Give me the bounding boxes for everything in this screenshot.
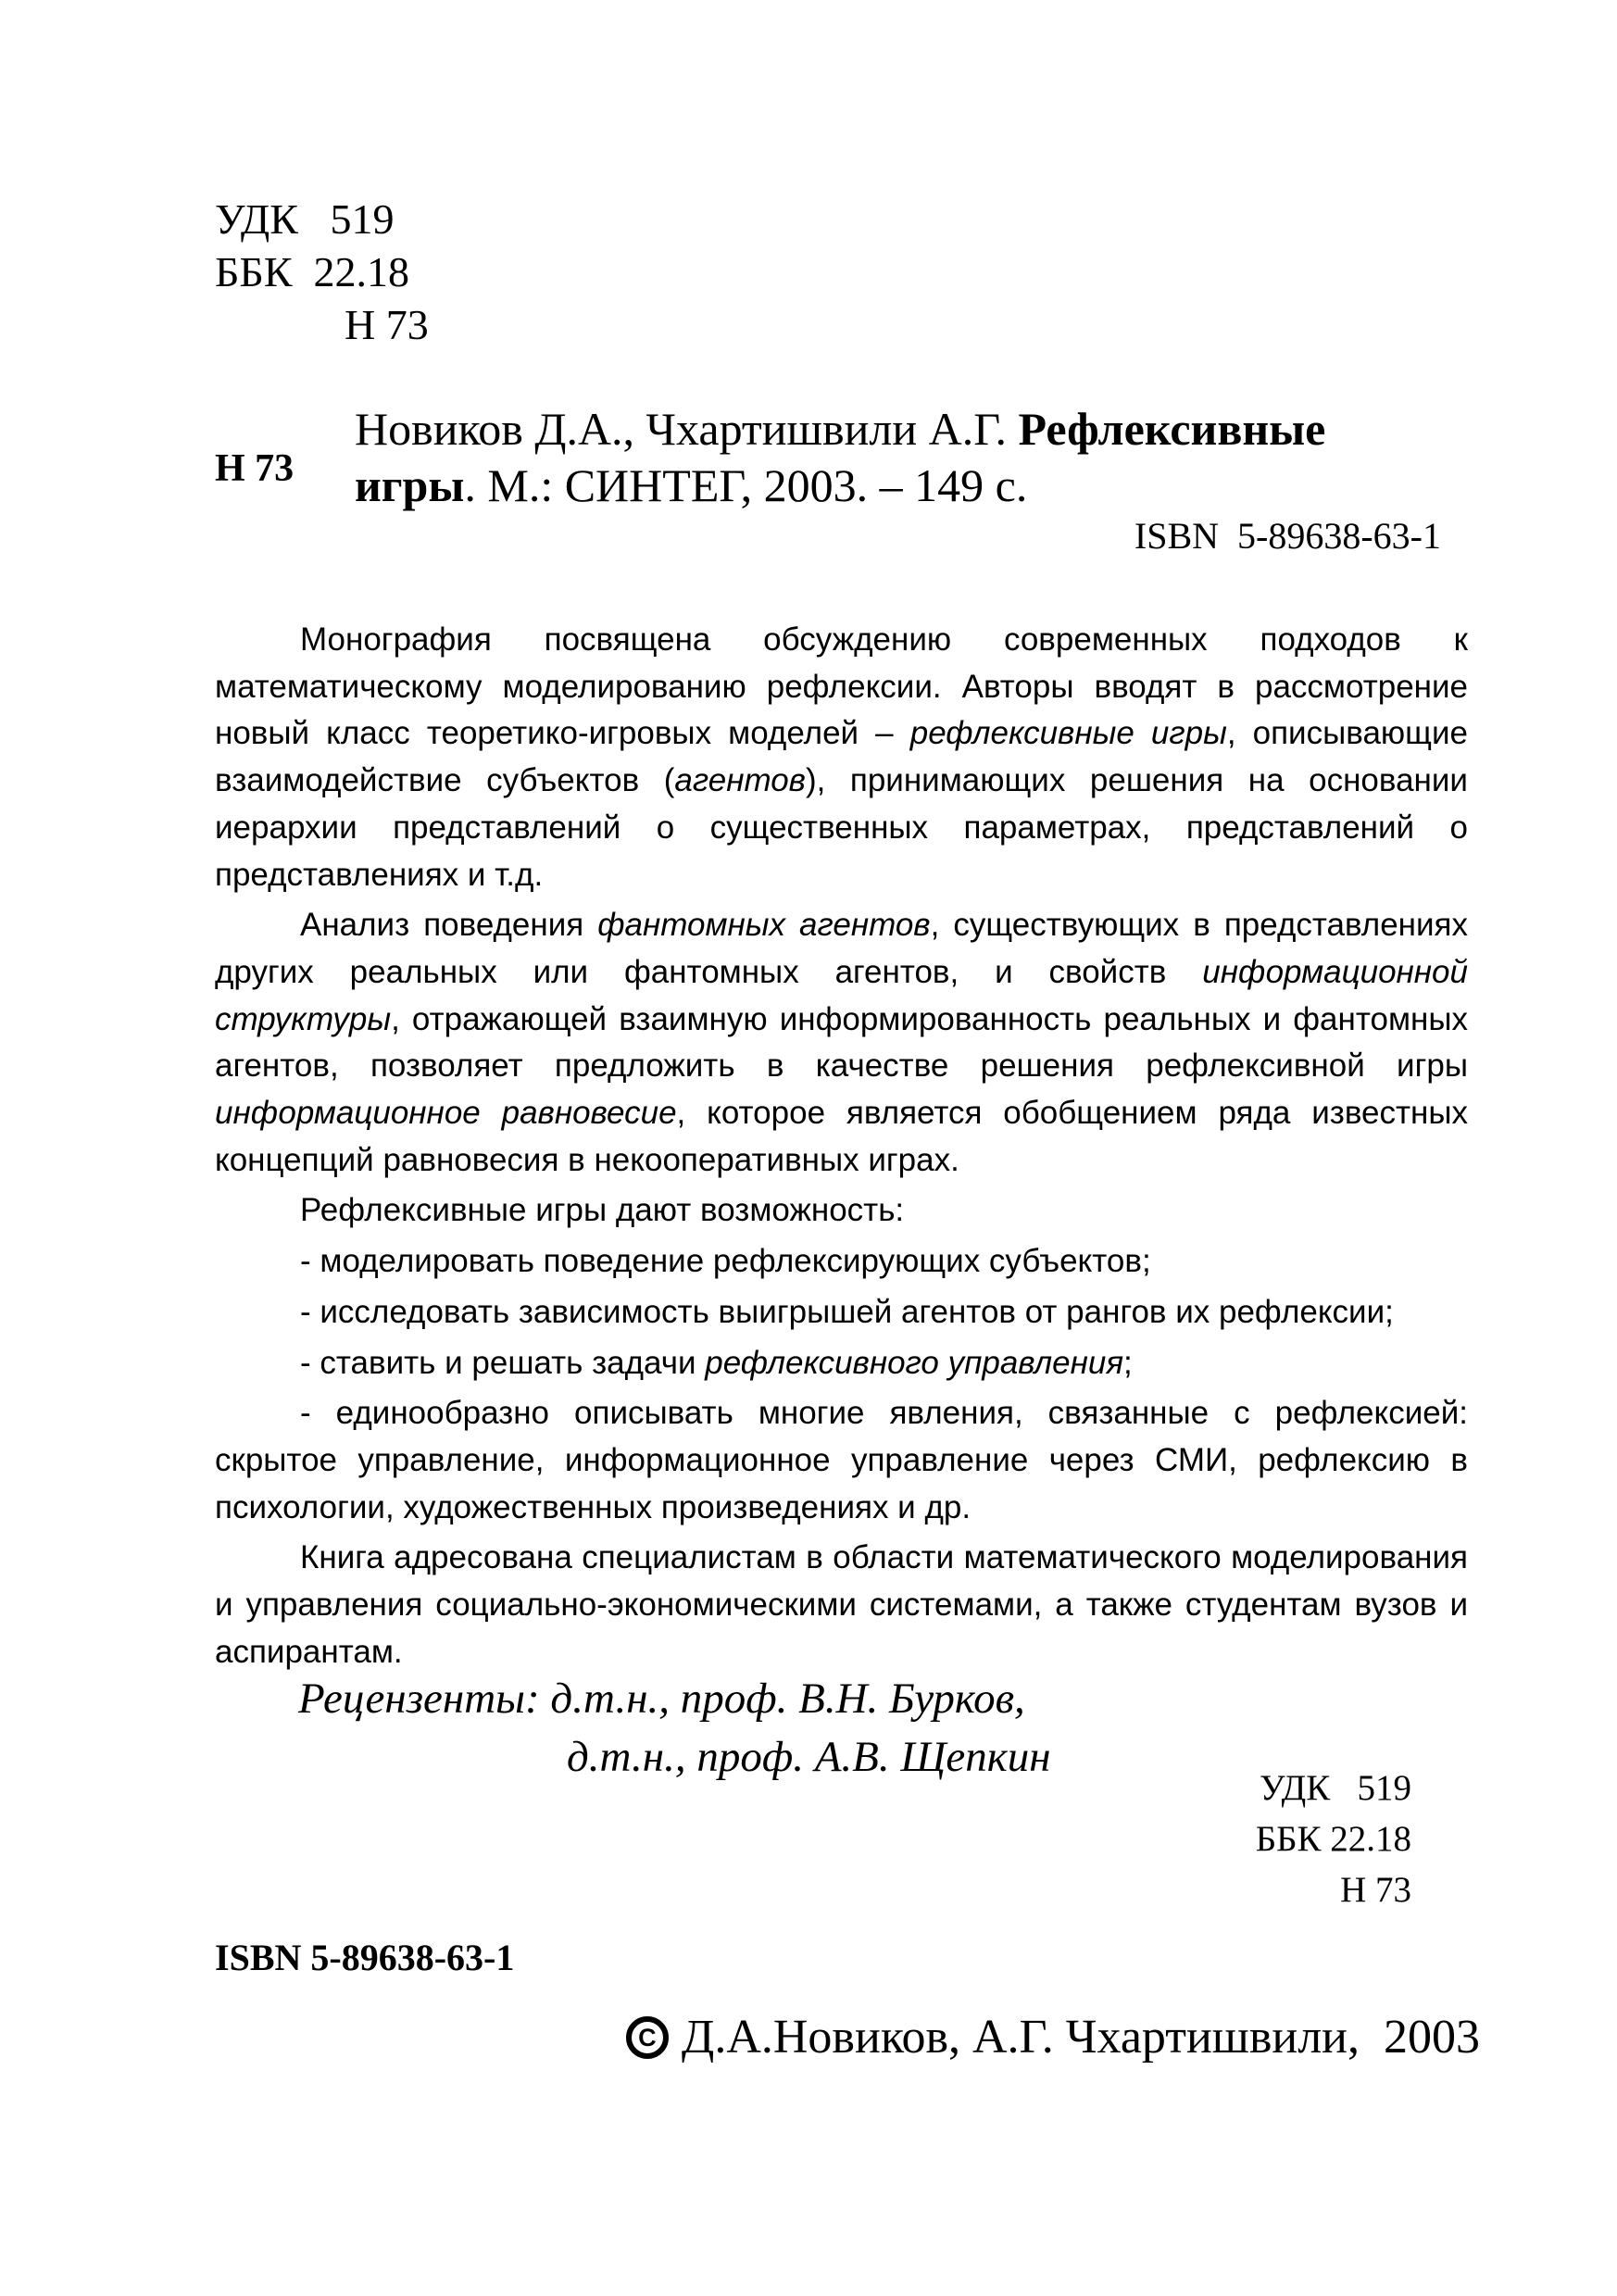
annotation [215, 617, 1468, 1675]
bib-isbn: ISBN 5-89638-63-1 [1134, 515, 1441, 557]
reviewers [298, 1670, 1051, 1787]
italic-term: информационное равновесие [215, 1095, 677, 1132]
reviewer-first: : д.т.н., проф. В.Н. Бурков, [525, 1675, 1025, 1723]
annotation-list-item: - исследовать зависимость выигрышей агентов от рангов их рефлексии; [300, 1293, 1394, 1330]
bibliographic-record [355, 401, 1438, 514]
italic-term: рефлексивные игры [909, 715, 1227, 752]
annotation-list-item: - единообразно описывать многие явления, связанные с рефлексией: скрытое управление, информационное управление через СМИ, рефлексию в психологии, художественных произведениях и др. [215, 1395, 1468, 1525]
reviewer-second: д.т.н., проф. А.В. Щепкин [567, 1733, 1051, 1781]
bbk-code: ББК 22.18 [1255, 1819, 1411, 1859]
italic-term: фантомных агентов [597, 907, 931, 944]
annotation-list-item [215, 1340, 1468, 1387]
text-run: Анализ поведения [300, 907, 598, 944]
text-run: , которое является обобщением ряда известных концепций равновесия в некооперативных играх. [215, 1095, 1468, 1178]
annotation-paragraph: Рефлексивные игры дают возможность: [300, 1192, 905, 1229]
bib-details: . М.: СИНТЕГ, 2003. – 149 с. [464, 459, 1028, 511]
text-run: , отражающей взаимную информированность реальных и фантомных агентов, позволяет предложить в качестве решения рефлексивной игры [215, 1000, 1468, 1085]
annotation-paragraph: Книга адресована специалистам в области математического моделирования и управления социально-экономическими системами, а также студентам вузов и аспирантам. [215, 1539, 1468, 1670]
bib-authors: Новиков Д.А., Чхартишвили А.Г. [355, 403, 1019, 455]
bib-title: Рефлексивные игры [355, 403, 1326, 511]
italic-term: рефлексивного управления [705, 1344, 1124, 1381]
reviewers-label: Рецензенты [298, 1675, 526, 1723]
author-mark: Н 73 [1340, 1870, 1411, 1910]
text-run: , описывающие взаимодействие субъектов ( [215, 715, 1468, 799]
copyright-text: Д.А.Новиков, А.Г. Чхартишвили, 2003 [681, 2011, 1480, 2064]
italic-term: информационной структуры [215, 953, 1468, 1037]
text-run: Монография посвящена обсуждению современных подходов к математическому моделированию рефлексии. Авторы вводят в рассмотрение новый класс теоретико-игровых моделей – [215, 621, 1468, 752]
text-run: , существующих в представлениях других реальных или фантомных агентов, и свойств [215, 907, 1468, 990]
footer-classification [1256, 1763, 1411, 1915]
udk-code: УДК 519 [1259, 1768, 1411, 1808]
copyright-icon: C [626, 2016, 669, 2059]
text-run: ), принимающих решения на основании иерархии представлений о существенных параметрах, представлений о представлениях и т.д. [215, 762, 1468, 893]
reviewer-row [298, 1670, 1051, 1728]
text-run: - ставить и решать задачи [300, 1344, 706, 1381]
copyright-line [626, 2010, 1480, 2064]
annotation-paragraph [215, 902, 1468, 1184]
author-mark: Н 73 [345, 301, 429, 348]
udk-code: УДК 519 [215, 195, 395, 243]
italic-term: агентов [674, 762, 806, 799]
bibliography-author-mark: Н 73 [215, 447, 295, 490]
text-run: ; [1123, 1344, 1133, 1381]
bbk-code: ББК 22.18 [215, 248, 410, 295]
header-classification [215, 193, 429, 351]
annotation-list-item: - моделировать поведение рефлексирующих субъектов; [300, 1243, 1151, 1280]
annotation-paragraph [215, 617, 1468, 898]
isbn-bold: ISBN 5-89638-63-1 [215, 1937, 515, 1978]
